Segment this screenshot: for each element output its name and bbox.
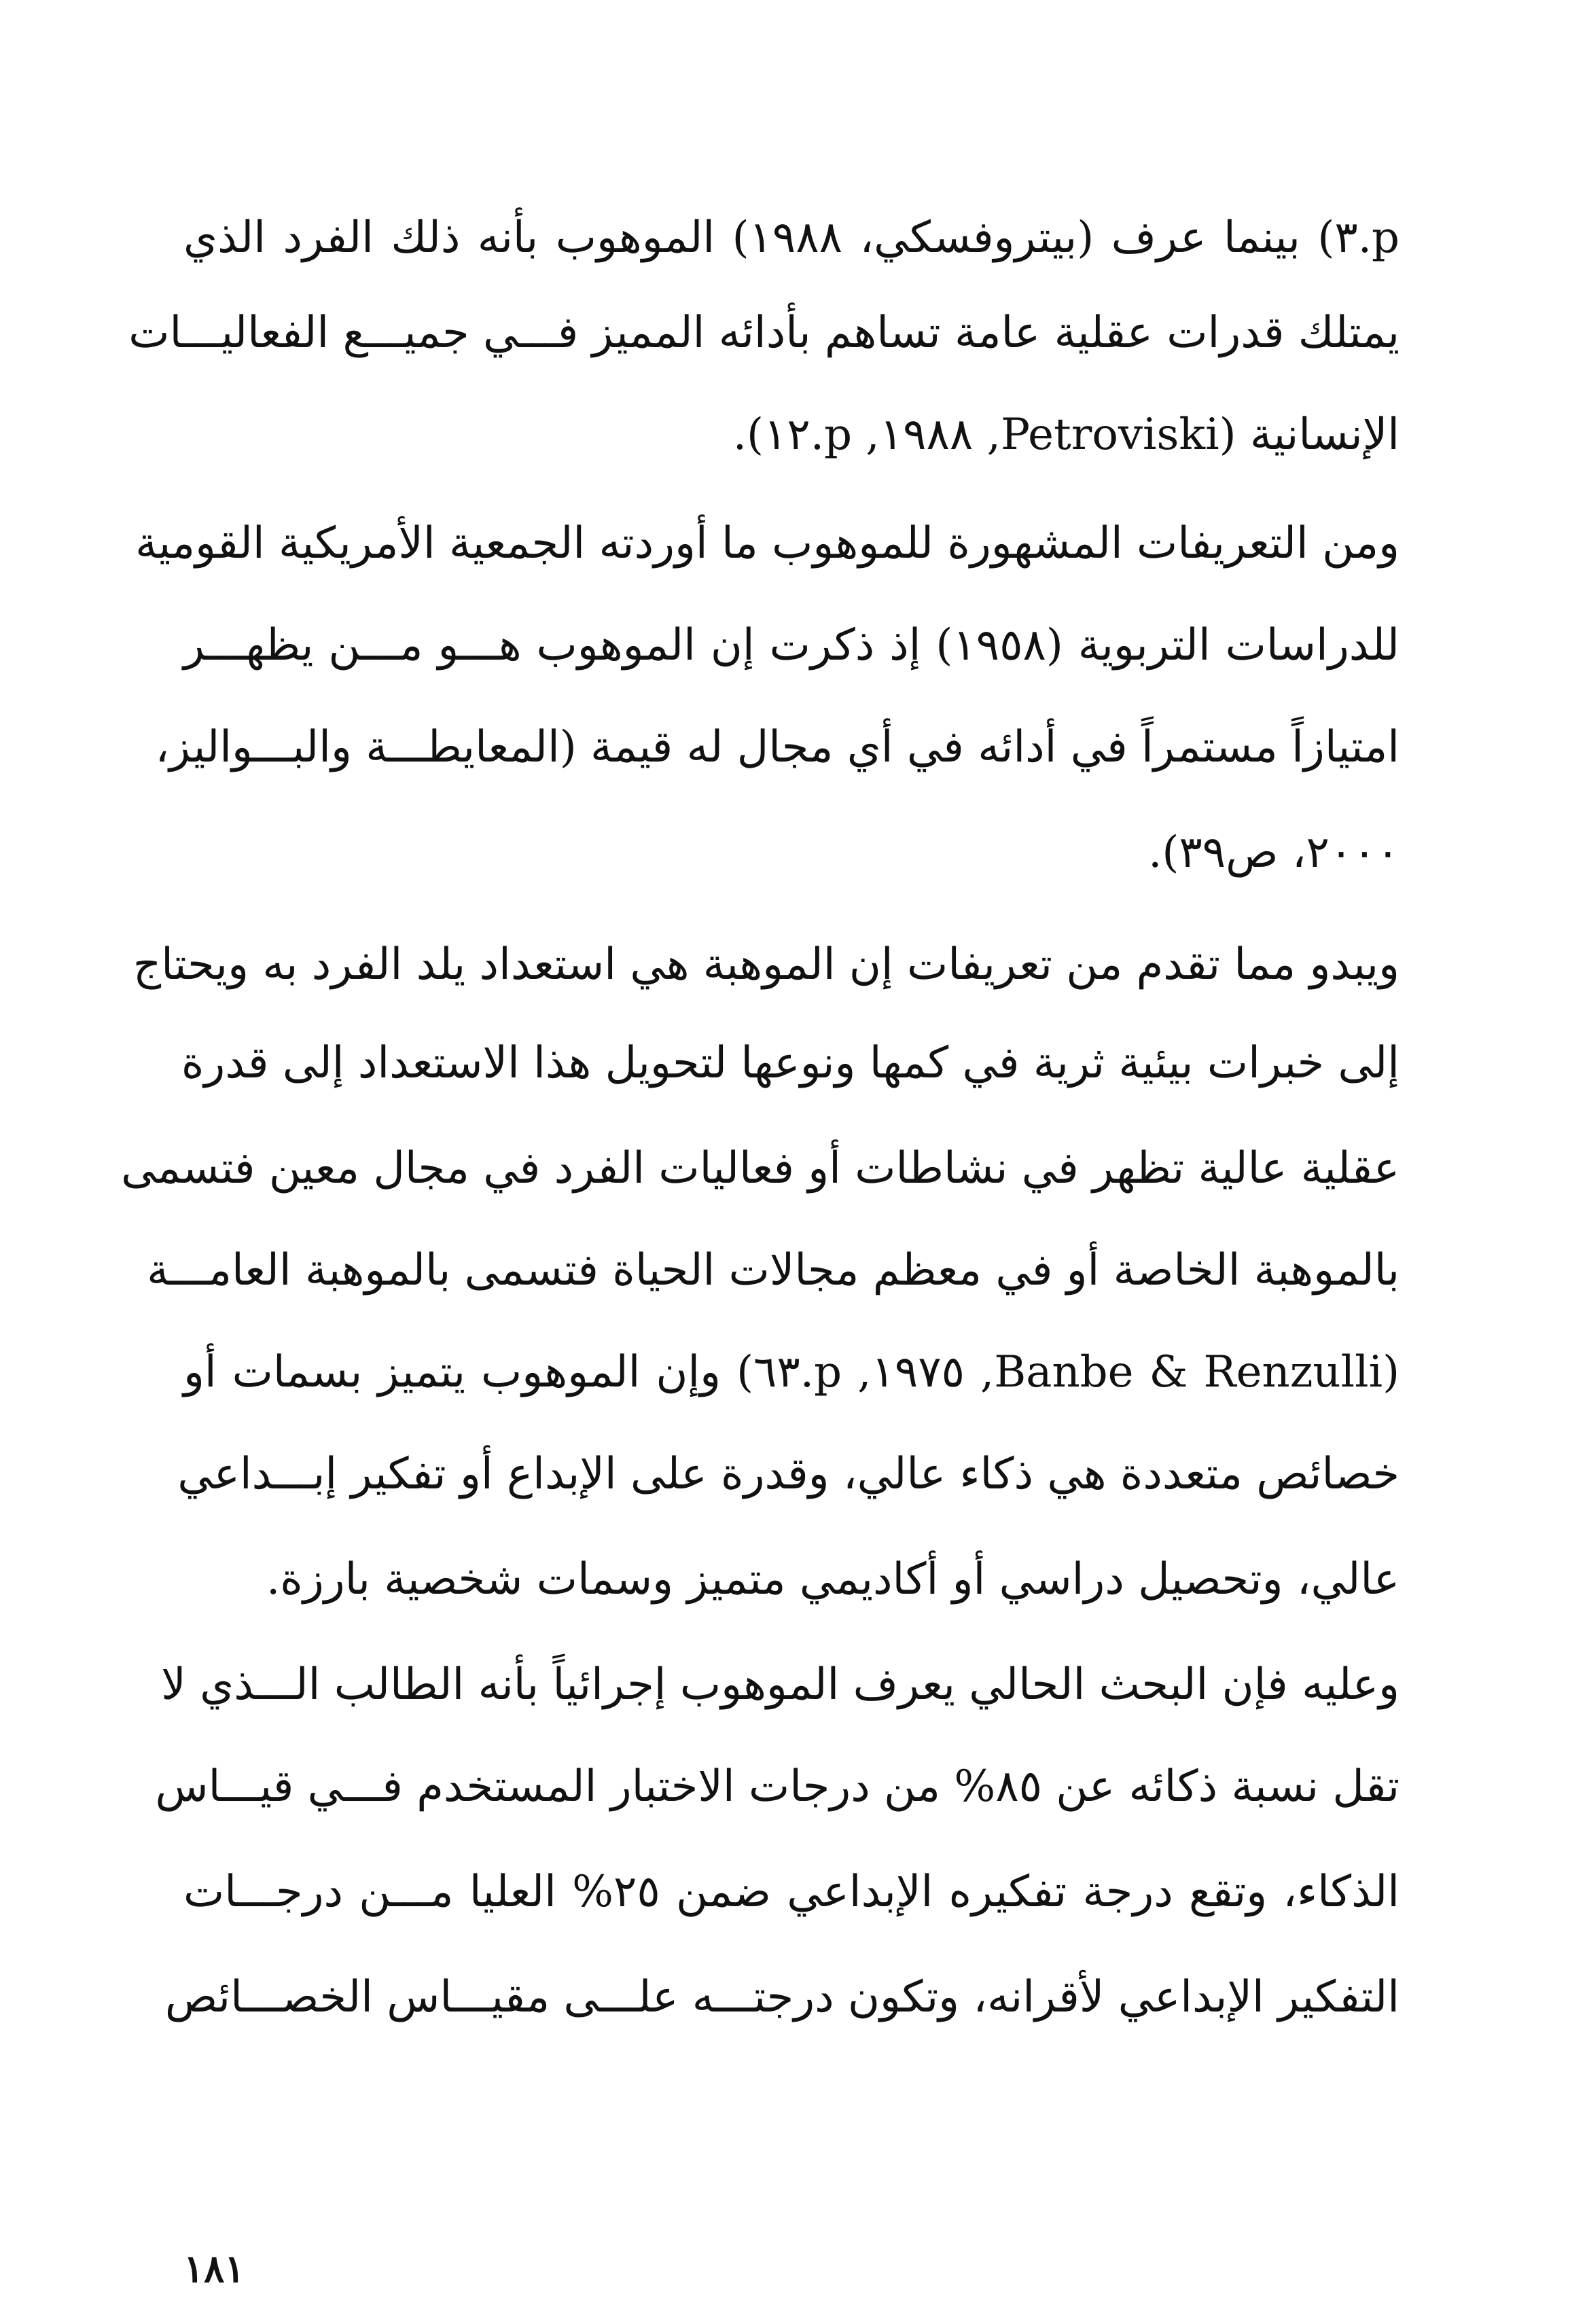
- text-line: يمتلك قدرات عقلية عامة تساهم بأدائه المميز فـــي جميـــع الفعاليـــات: [128, 308, 1399, 358]
- text-line: وعليه فإن البحث الحالي يعرف الموهوب إجرائياً بأنه الطالب الـــذي لا: [161, 1660, 1399, 1710]
- text-line: خصائص متعددة هي ذكاء عالي، وقدرة على الإبداع أو تفكير إبـــداعي: [177, 1449, 1399, 1499]
- text-line: التفكير الإبداعي لأقرانه، وتكون درجتـــه علـــى مقيـــاس الخصـــائص: [164, 1972, 1399, 2022]
- text-line: الذكاء، وتقع درجة تفكيره الإبداعي ضمن ٢٥% العليا مـــن درجـــات: [183, 1867, 1400, 1917]
- text-line: للدراسات التربوية (١٩٥٨) إذ ذكرت إن الموهوب هـــو مـــن يظهـــر: [183, 620, 1400, 671]
- text-line: (Banbe & Renzulli, ١٩٧٥, p.٦٣) وإن الموهوب يتميز بسمات أو: [183, 1347, 1400, 1397]
- text-line: بالموهبة الخاصة أو في معظم مجالات الحياة فتسمى بالموهبة العامـــة: [147, 1245, 1399, 1295]
- text-line: ويبدو مما تقدم من تعريفات إن الموهبة هي استعداد يلد الفرد به ويحتاج: [132, 940, 1399, 990]
- text-line: ومن التعريفات المشهورة للموهوب ما أوردته الجمعية الأمريكية القومية: [135, 518, 1399, 569]
- text-line: إلى خبرات بيئية ثرية في كمها ونوعها لتحويل هذا الاستعداد إلى قدرة: [181, 1038, 1399, 1088]
- text-line: الإنسانية (Petroviski, ١٩٨٨, p.١٢).: [732, 410, 1399, 460]
- text-line: p.٣) بينما عرف (بيتروفسكي، ١٩٨٨) الموهوب بأنه ذلك الفرد الذي: [183, 213, 1399, 263]
- text-line: عالي، وتحصيل دراسي أو أكاديمي متميز وسمات شخصية بارزة.: [266, 1554, 1399, 1605]
- page-number: ١٨١: [183, 2247, 245, 2291]
- text-line: امتيازاً مستمراً في أدائه في أي مجال له قيمة (المعايطـــة والبـــواليز،: [155, 722, 1399, 772]
- text-line: عقلية عالية تظهر في نشاطات أو فعاليات الفرد في مجال معين فتسمى: [121, 1143, 1399, 1194]
- text-line: تقل نسبة ذكائه عن ٨٥% من درجات الاختبار المستخدم فـــي قيـــاس: [155, 1762, 1399, 1812]
- text-line: ٢٠٠٠، ص٣٩).: [1148, 827, 1399, 878]
